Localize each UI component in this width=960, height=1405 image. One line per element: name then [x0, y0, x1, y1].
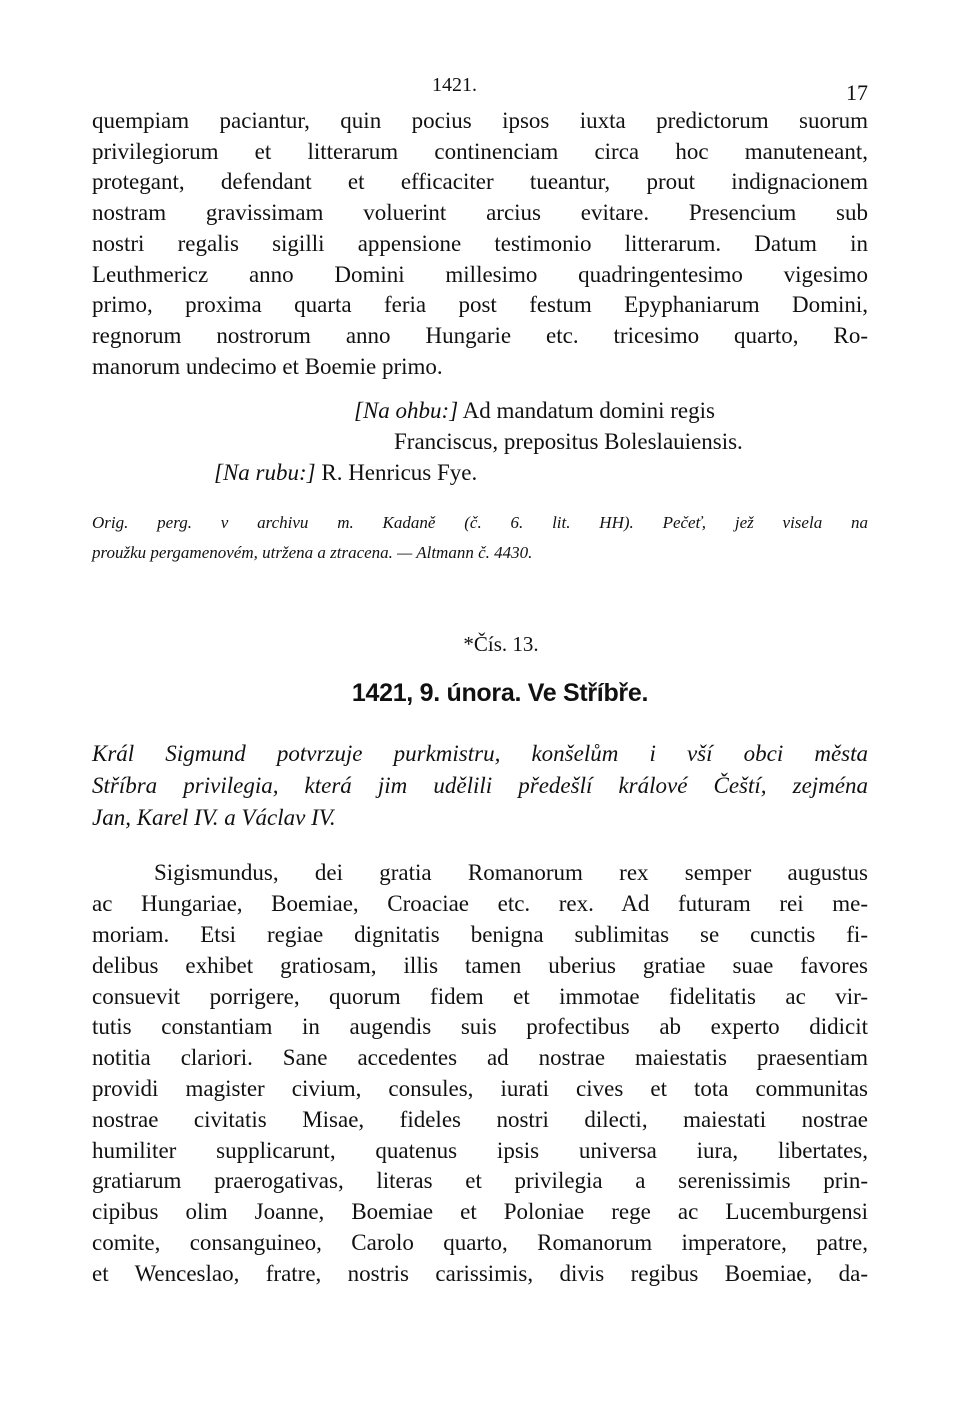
document-date-heading: 1421, 9. února. Ve Stříbře.: [351, 679, 649, 708]
text-line: nostram gravissimam voluerint arcius evitare. Presencium sub: [92, 200, 868, 226]
text-line: nostri regalis sigilli appensione testimonio litterarum. Datum in: [92, 230, 868, 256]
text-line: Leuthmericz anno Domini millesimo quadringentesimo vigesimo: [92, 261, 868, 287]
body-line: Sigismundus, dei gratia Romanorum rex semper augustus: [154, 860, 868, 886]
text-line: manorum undecimo et Boemie primo.: [92, 353, 443, 379]
body-line: et Wenceslao, fratre, nostris carissimis, divis regibus Boemiae, da-: [92, 1260, 868, 1286]
signature-line-fold: [92, 396, 868, 427]
body-line: ac Hungariae, Boemiae, Croaciae etc. rex. Ad futuram rei me-: [92, 891, 868, 917]
running-head-year: 1421.: [432, 74, 477, 96]
archival-note: [92, 508, 868, 568]
body-line: moriam. Etsi regiae dignitatis benigna sublimitas se cunctis fi-: [92, 922, 868, 948]
body-line: humiliter supplicarunt, quatenus ipsis universa iura, libertates,: [92, 1137, 868, 1163]
body-line: consuevit porrigere, quorum fidem et immotae fidelitatis ac vir-: [92, 983, 868, 1009]
body-line: notitia clariori. Sane accedentes ad nostrae maiestatis praesentiam: [92, 1045, 868, 1071]
body-line: delibus exhibet gratiosam, illis tamen uberius gratiae suae favores: [92, 952, 868, 978]
signature-text-fold: Ad mandatum domini regis: [462, 398, 715, 424]
document-number: *Čís. 13.: [463, 632, 539, 657]
signature-text-reverse: R. Henricus Fye.: [321, 459, 478, 485]
signature-line-name: Franciscus, prepositus Boleslauiensis.: [394, 429, 743, 455]
charter-continuation-paragraph: [92, 106, 868, 382]
text-line: primo, proxima quarta feria post festum Epyphaniarum Domini,: [92, 292, 868, 318]
regest-summary: [92, 738, 868, 834]
body-line: cipibus olim Joanne, Boemiae et Poloniae rege ac Lucemburgensi: [92, 1199, 868, 1225]
text-line: regnorum nostrorum anno Hungarie etc. tricesimo quarto, Ro-: [92, 322, 868, 348]
body-line: providi magister civium, consules, iurati cives et tota communitas: [92, 1076, 868, 1102]
text-line: quempiam paciantur, quin pocius ipsos iuxta predictorum suorum: [92, 108, 868, 133]
signature-label-fold: [Na ohbu:]: [354, 398, 459, 424]
body-line: gratiarum praerogativas, literas et privilegia a serenissimis prin-: [92, 1168, 868, 1194]
signature-label-reverse: [Na rubu:]: [214, 459, 316, 485]
charter-body-text: [92, 858, 868, 1289]
regest-line: Stříbra privilegia, která jim udělili předešlí králové Čeští, zejména: [92, 773, 868, 799]
running-head: [92, 72, 868, 106]
body-line: nostrae civitatis Misae, fideles nostri dilecti, maiestati nostrae: [92, 1106, 868, 1132]
regest-line: Jan, Karel IV. a Václav IV.: [92, 805, 336, 831]
note-line: Orig. perg. v archivu m. Kadaně (č. 6. lit. HH). Pečeť, jež visela na: [92, 513, 868, 533]
body-line: tutis constantiam in augendis suis profectibus ab experto didicit: [92, 1014, 868, 1040]
text-line: protegant, defendant et efficaciter tueantur, prout indignacionem: [92, 169, 868, 195]
regest-line: Král Sigmund potvrzuje purkmistru, konšelům i vší obci města: [92, 741, 868, 767]
signature-block: [92, 396, 868, 488]
book-page: [92, 72, 868, 1290]
signature-line-reverse: [92, 458, 868, 489]
body-line: comite, consanguineo, Carolo quarto, Romanorum imperatore, patre,: [92, 1230, 868, 1255]
page-number: 17: [846, 80, 868, 105]
text-line: privilegiorum et litterarum continenciam circa hoc manuteneant,: [92, 138, 868, 164]
note-line: proužku pergamenovém, utržena a ztracena. — Altmann č. 4430.: [92, 543, 533, 563]
